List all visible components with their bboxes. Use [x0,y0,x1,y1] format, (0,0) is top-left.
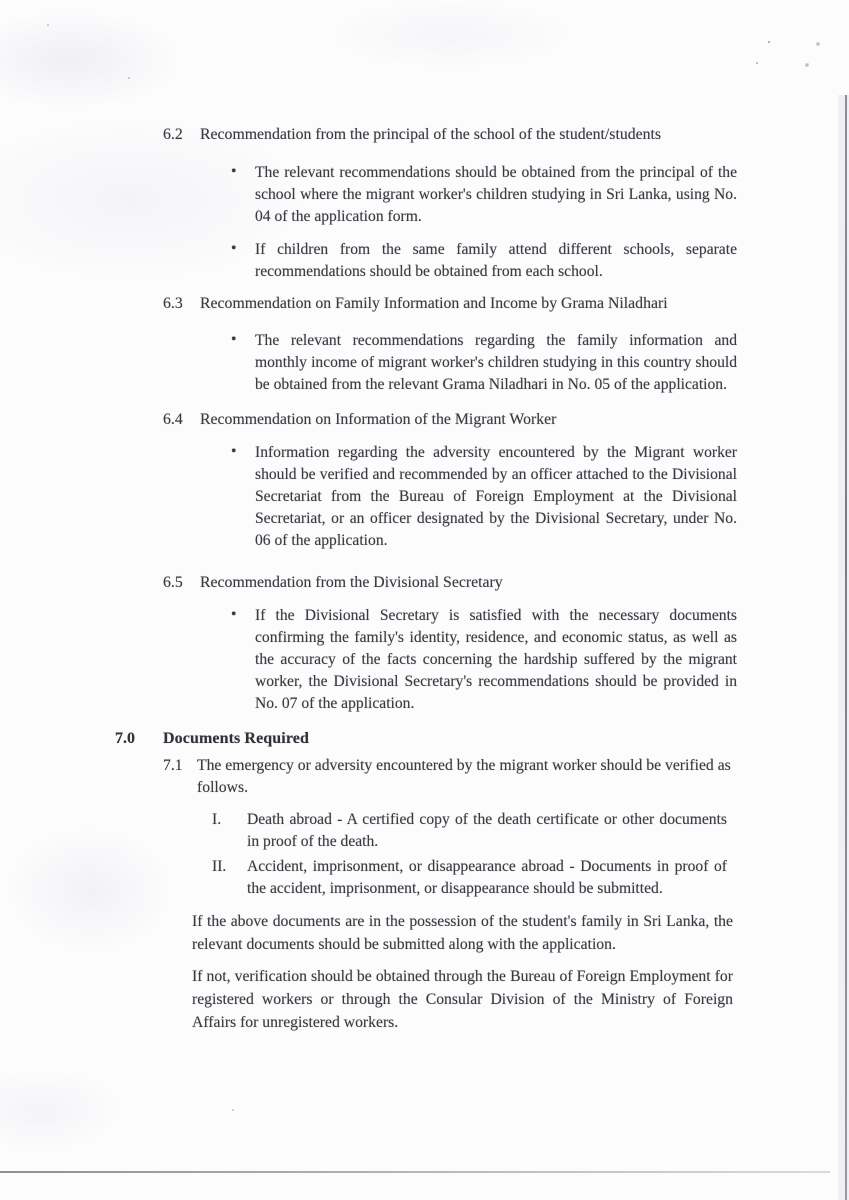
section-7-0-heading [0,728,849,750]
paragraph: If not, verification should be obtained through the Bureau of Foreign Employment for registered workers or through the Consular Division of the Ministry of Foreign Affairs for unregistered workers. [192,968,733,1031]
bullet-marker: • [231,331,237,348]
section-number: 7.0 [115,730,135,747]
section-title: Recommendation on Information of the Migrant Worker [200,411,557,428]
section-title: Documents Required [163,730,309,747]
section-number: 6.5 [163,574,183,591]
roman-item-text: Death abroad - A certified copy of the death certificate or other documents in proof of the death. [247,811,727,850]
bullet-text: If the Divisional Secretary is satisfied with the necessary documents confirming the family's identity, residence, and economic status, as well as the accuracy of the facts concerning the hardship suffered by the migrant worker, the Divisional Secretary's recommendations should be provided in No. 07 of the application. [255,607,737,712]
bullet-item [231,605,737,715]
section-title: Recommendation on Family Information and Income by Grama Niladhari [200,295,668,312]
bullet-item [231,239,737,283]
page-right-edge-line [845,95,847,1200]
subsection-text: The emergency or adversity encountered by the migrant worker should be verified as follows. [197,757,731,796]
section-number: 6.2 [163,126,183,143]
bullet-marker: • [231,606,237,623]
bullet-text: If children from the same family attend different schools, separate recommendations should be obtained from each school. [255,241,737,280]
bullet-item [231,162,737,228]
bullet-marker: • [231,163,237,180]
roman-item-text: Accident, imprisonment, or disappearance abroad - Documents in proof of the accident, imprisonment, or disappearance should be submitted. [247,858,727,897]
section-6-4-heading [0,409,849,431]
section-6-5-heading [0,572,849,594]
bullet-text: The relevant recommendations regarding the family information and monthly income of migrant worker's children studying in this country should be obtained from the relevant Grama Niladhari in No. 05 of the application. [255,332,737,393]
page-right-edge-shadow [838,95,849,1200]
roman-list-item [0,856,849,900]
section-number: 6.3 [163,295,183,312]
page-bottom-edge-line [0,1171,830,1173]
section-title: Recommendation from the Divisional Secretary [200,574,503,591]
bullet-marker: • [231,443,237,460]
section-6-2-heading [0,124,849,146]
section-title: Recommendation from the principal of the school of the student/students [200,126,662,143]
scan-speck-artifacts [0,0,2,2]
bullet-text: Information regarding the adversity encountered by the Migrant worker should be verified and recommended by an officer attached to the Divisional Secretariat from the Bureau of Foreign Employment at the Divisional Secretariat, or an officer designated by the Divisional Secretary, under No. 06 of the application. [255,444,737,549]
subsection-number: 7.1 [163,757,183,774]
bullet-marker: • [231,240,237,257]
subsection-7-1 [0,755,849,799]
section-number: 6.4 [163,411,183,428]
roman-numeral: I. [212,811,222,828]
document-body [0,124,849,1034]
bullet-item [231,442,737,552]
roman-list-item [0,809,849,853]
bullet-item [231,330,737,396]
roman-numeral: II. [212,858,227,875]
section-6-3-heading [0,293,849,315]
paragraph: If the above documents are in the possession of the student's family in Sri Lanka, the relevant documents should be submitted along with the application. [192,913,733,953]
bullet-text: The relevant recommendations should be obtained from the principal of the school where the migrant worker's children studying in Sri Lanka, using No. 04 of the application form. [255,164,737,225]
